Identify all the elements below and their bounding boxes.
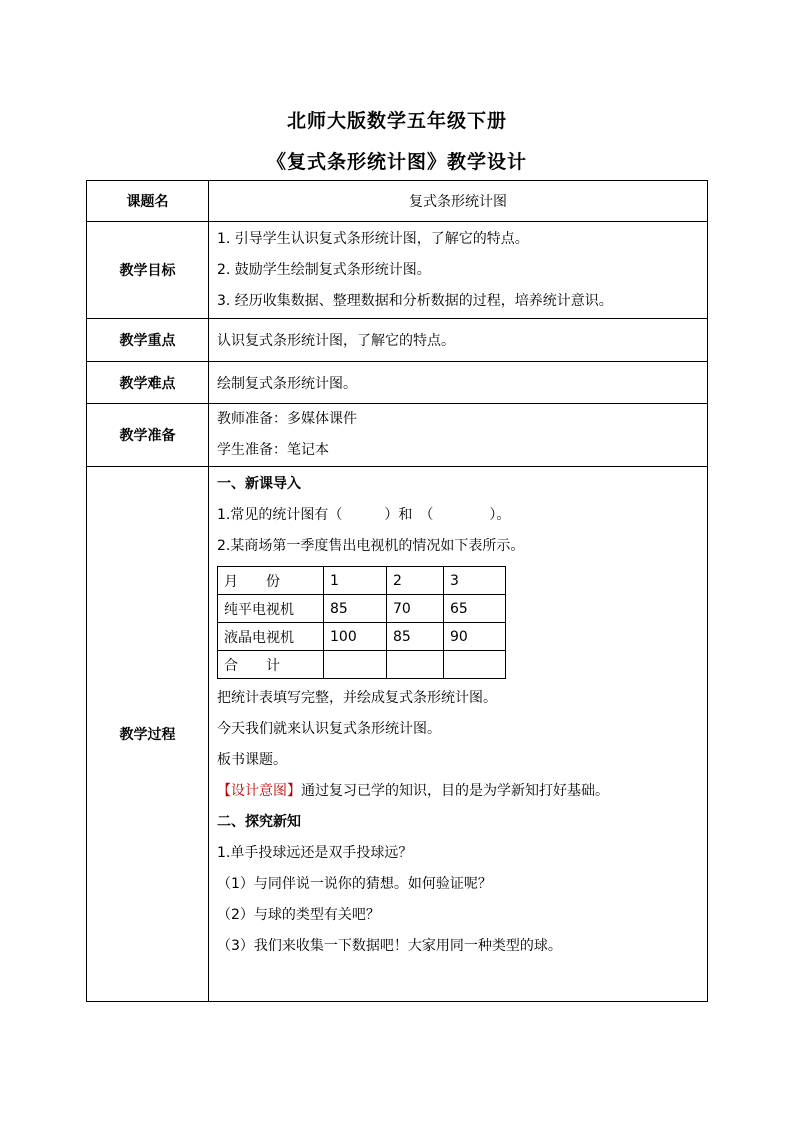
goal-item: 1. 引导学生认识复式条形统计图，了解它的特点。 bbox=[217, 231, 529, 247]
document-subtitle: 《复式条形统计图》教学设计 bbox=[266, 151, 527, 173]
label-preparation: 教学准备 bbox=[87, 404, 209, 467]
row-topic bbox=[87, 181, 708, 222]
row-key-points bbox=[87, 319, 708, 362]
design-intent bbox=[217, 776, 707, 807]
tv-table-cell: 2 bbox=[387, 567, 444, 595]
tv-table-cell: 1 bbox=[324, 567, 387, 595]
design-intent-text: 通过复习已学的知识，目的是为学新知打好基础。 bbox=[301, 783, 609, 799]
sub-item: （2）与球的类型有关吧？ bbox=[217, 907, 380, 923]
preparation-item: 教师准备：多媒体课件 bbox=[217, 411, 357, 427]
tv-table-cell bbox=[444, 651, 506, 679]
row-goals bbox=[87, 222, 708, 319]
tv-table-row bbox=[218, 623, 506, 651]
tv-table-row bbox=[218, 651, 506, 679]
label-goals: 教学目标 bbox=[87, 222, 209, 319]
tv-table-cell: 65 bbox=[444, 595, 506, 623]
label-difficulties: 教学难点 bbox=[87, 362, 209, 404]
tv-table-cell: 85 bbox=[324, 595, 387, 623]
question-text: 1.常见的统计图有（ ）和 （ ）。 bbox=[217, 507, 511, 523]
label-topic: 课题名 bbox=[87, 181, 209, 222]
paragraph-text: 板书课题。 bbox=[217, 752, 287, 768]
paragraph-text: 把统计表填写完整，并绘成复式条形统计图。 bbox=[217, 690, 497, 706]
key-points-value: 认识复式条形统计图，了解它的特点。 bbox=[217, 333, 455, 349]
tv-table-cell: 液晶电视机 bbox=[218, 623, 324, 651]
tv-table-cell: 90 bbox=[444, 623, 506, 651]
sub-item: （1）与同伴说一说你的猜想。如何验证呢？ bbox=[217, 876, 492, 892]
label-key-points: 教学重点 bbox=[87, 319, 209, 362]
tv-table-cell bbox=[387, 651, 444, 679]
tv-table-cell: 100 bbox=[324, 623, 387, 651]
sub-item: （3）我们来收集一下数据吧！大家用同一种类型的球。 bbox=[217, 938, 562, 954]
section-heading: 二、探究新知 bbox=[217, 814, 301, 830]
tv-table-cell: 月 份 bbox=[218, 567, 324, 595]
tv-table-cell: 85 bbox=[387, 623, 444, 651]
section-heading: 一、新课导入 bbox=[217, 476, 301, 492]
row-process bbox=[87, 467, 708, 1002]
row-difficulties bbox=[87, 362, 708, 404]
difficulties-value: 绘制复式条形统计图。 bbox=[217, 375, 357, 392]
tv-table-row bbox=[218, 595, 506, 623]
question-text: 2.某商场第一季度售出电视机的情况如下表所示。 bbox=[217, 538, 525, 554]
lesson-plan-table bbox=[86, 180, 708, 1002]
tv-sales-table bbox=[217, 566, 506, 679]
design-intent-tag: 【设计意图】 bbox=[217, 783, 301, 799]
paragraph-text: 今天我们就来认识复式条形统计图。 bbox=[217, 721, 441, 737]
tv-table-cell: 合 计 bbox=[218, 651, 324, 679]
label-process: 教学过程 bbox=[87, 467, 209, 1002]
goal-item: 3. 经历收集数据、整理数据和分析数据的过程，培养统计意识。 bbox=[217, 293, 613, 309]
goal-item: 2. 鼓励学生绘制复式条形统计图。 bbox=[217, 262, 431, 278]
question-text: 1.单手投球远还是双手投球远？ bbox=[217, 845, 413, 861]
tv-table-cell: 3 bbox=[444, 567, 506, 595]
document-title: 北师大版数学五年级下册 bbox=[286, 110, 507, 132]
row-preparation bbox=[87, 404, 708, 467]
tv-table-header-row bbox=[218, 567, 506, 595]
tv-table-cell: 纯平电视机 bbox=[218, 595, 324, 623]
tv-table-cell bbox=[324, 651, 387, 679]
preparation-item: 学生准备：笔记本 bbox=[217, 442, 329, 458]
tv-table-cell: 70 bbox=[387, 595, 444, 623]
topic-value: 复式条形统计图 bbox=[409, 194, 507, 210]
